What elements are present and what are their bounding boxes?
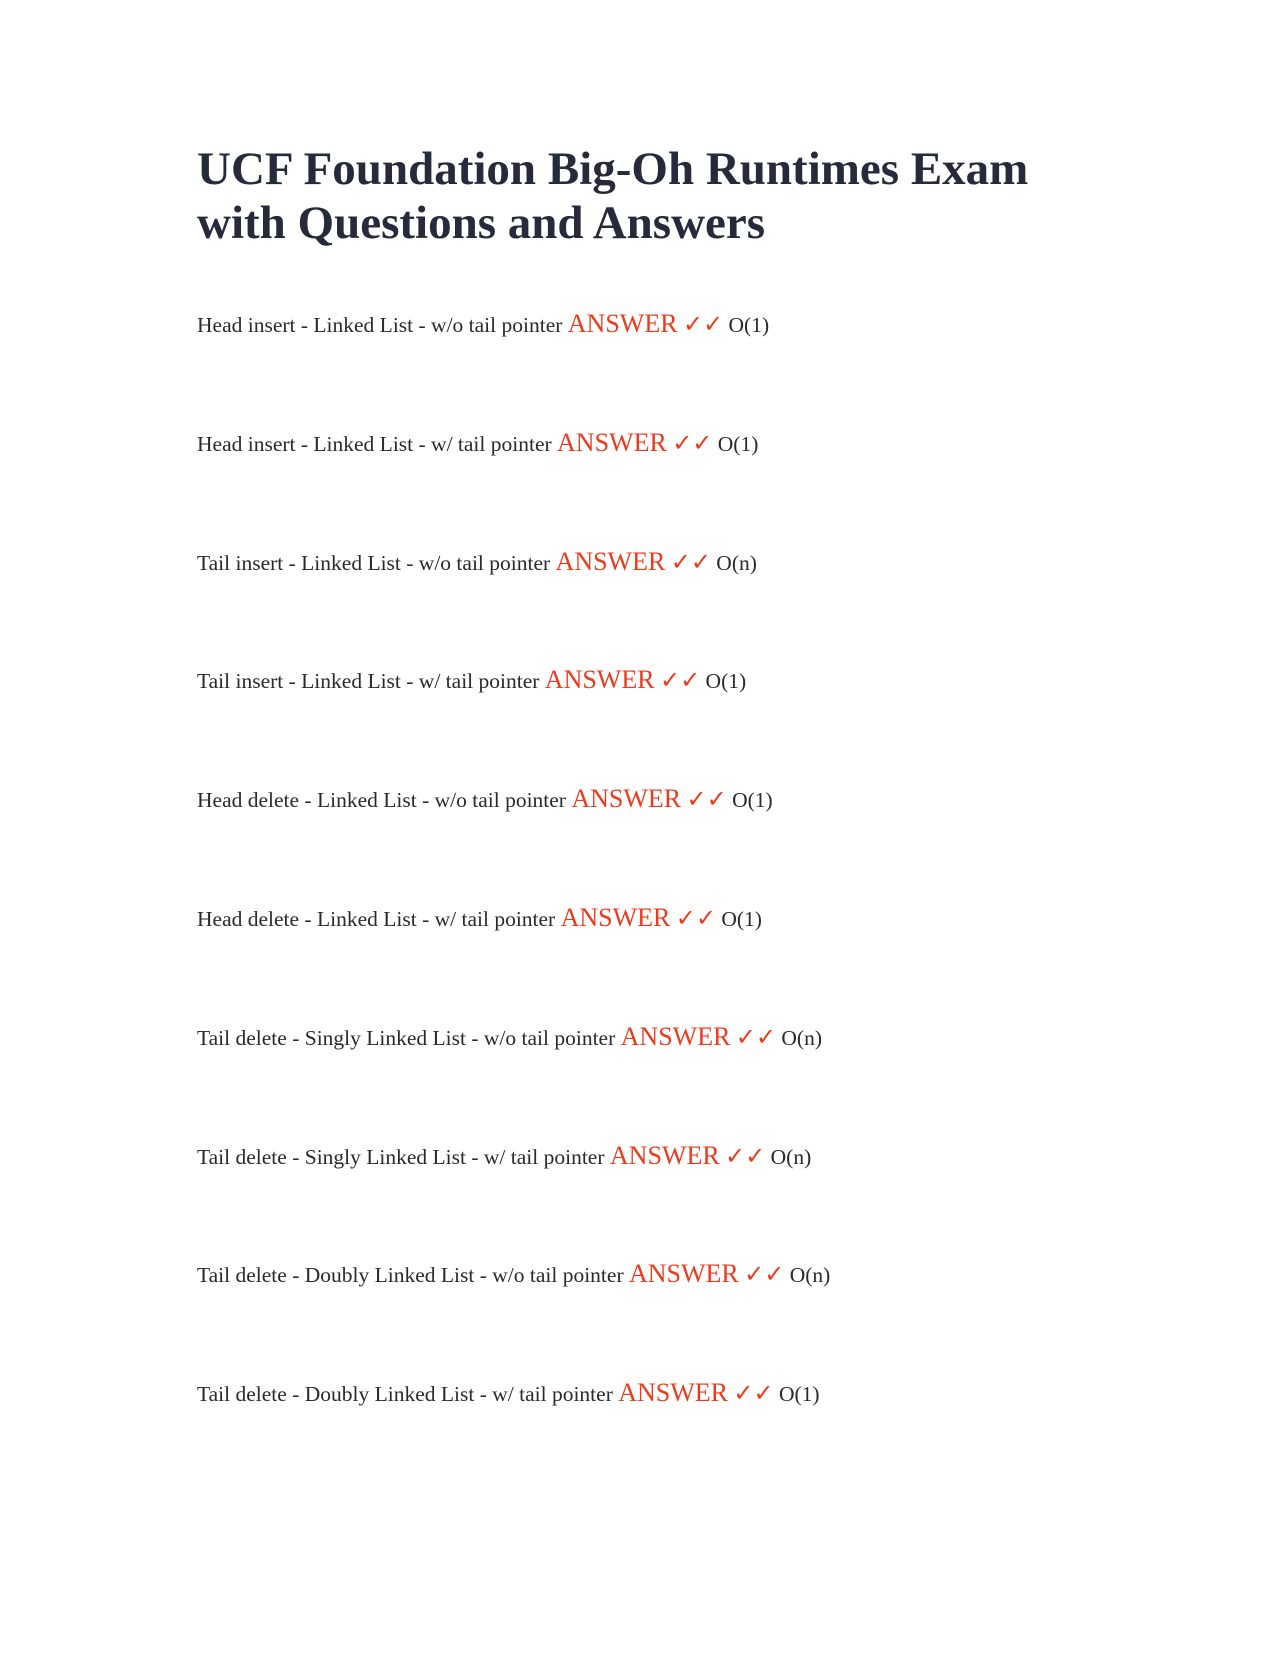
check-marks-icon: ✓✓	[672, 430, 713, 457]
check-marks-icon: ✓✓	[725, 1143, 766, 1170]
answer-text: O(1)	[721, 907, 762, 931]
answer-label: ANSWER	[544, 665, 655, 695]
qa-item	[197, 428, 758, 459]
answer-label: ANSWER	[620, 1021, 731, 1051]
qa-item	[197, 1378, 820, 1409]
answer-text: O(1)	[728, 313, 770, 337]
answer-text: O(n)	[716, 550, 757, 575]
question-text: Tail insert - Linked List - w/ tail pointer	[197, 669, 540, 694]
qa-item	[197, 903, 762, 934]
answer-text: O(n)	[781, 1025, 822, 1050]
question-text: Tail delete - Singly Linked List - w/o tail pointer	[197, 1025, 616, 1050]
check-marks-icon: ✓✓	[682, 312, 724, 338]
check-marks-icon: ✓✓	[670, 549, 711, 576]
answer-label: ANSWER	[571, 784, 682, 814]
answer-label: ANSWER	[555, 546, 666, 576]
answer-label: ANSWER	[567, 309, 678, 338]
answer-text: O(n)	[789, 1263, 831, 1288]
answer-text: O(1)	[705, 669, 747, 694]
question-text: Tail delete - Singly Linked List - w/ tail pointer	[197, 1144, 605, 1169]
qa-item	[197, 309, 769, 340]
answer-text: O(1)	[732, 788, 773, 813]
check-marks-icon: ✓✓	[733, 1381, 774, 1408]
answer-label: ANSWER	[609, 1140, 720, 1170]
answer-label: ANSWER	[560, 903, 671, 932]
qa-item	[197, 1259, 830, 1290]
qa-item	[197, 547, 757, 578]
check-marks-icon: ✓✓	[735, 1024, 777, 1051]
qa-item	[197, 784, 773, 815]
check-marks-icon: ✓✓	[675, 906, 716, 932]
check-marks-icon: ✓✓	[659, 668, 701, 695]
question-text: Head insert - Linked List - w/o tail pointer	[197, 313, 563, 337]
qa-item	[197, 665, 746, 696]
answer-text: O(n)	[770, 1144, 812, 1169]
question-text: Tail insert - Linked List - w/o tail pointer	[197, 550, 551, 575]
answer-label: ANSWER	[628, 1259, 739, 1289]
qa-item	[197, 1141, 811, 1172]
answer-text: O(1)	[717, 431, 759, 456]
answer-label: ANSWER	[618, 1378, 729, 1408]
question-text: Tail delete - Doubly Linked List - w/o tail pointer	[197, 1263, 624, 1288]
question-text: Head delete - Linked List - w/o tail pointer	[197, 788, 566, 813]
answer-text: O(1)	[778, 1382, 820, 1407]
check-marks-icon: ✓✓	[686, 787, 727, 814]
question-text: Head delete - Linked List - w/ tail pointer	[197, 907, 556, 931]
question-text: Tail delete - Doubly Linked List - w/ tail pointer	[197, 1382, 613, 1407]
answer-label: ANSWER	[557, 427, 667, 457]
qa-item	[197, 1022, 822, 1053]
check-marks-icon: ✓✓	[744, 1262, 785, 1289]
page-title: UCF Foundation Big-Oh Runtimes Exam with Questions and Answers	[197, 143, 1029, 249]
question-text: Head insert - Linked List - w/ tail pointer	[197, 431, 552, 456]
